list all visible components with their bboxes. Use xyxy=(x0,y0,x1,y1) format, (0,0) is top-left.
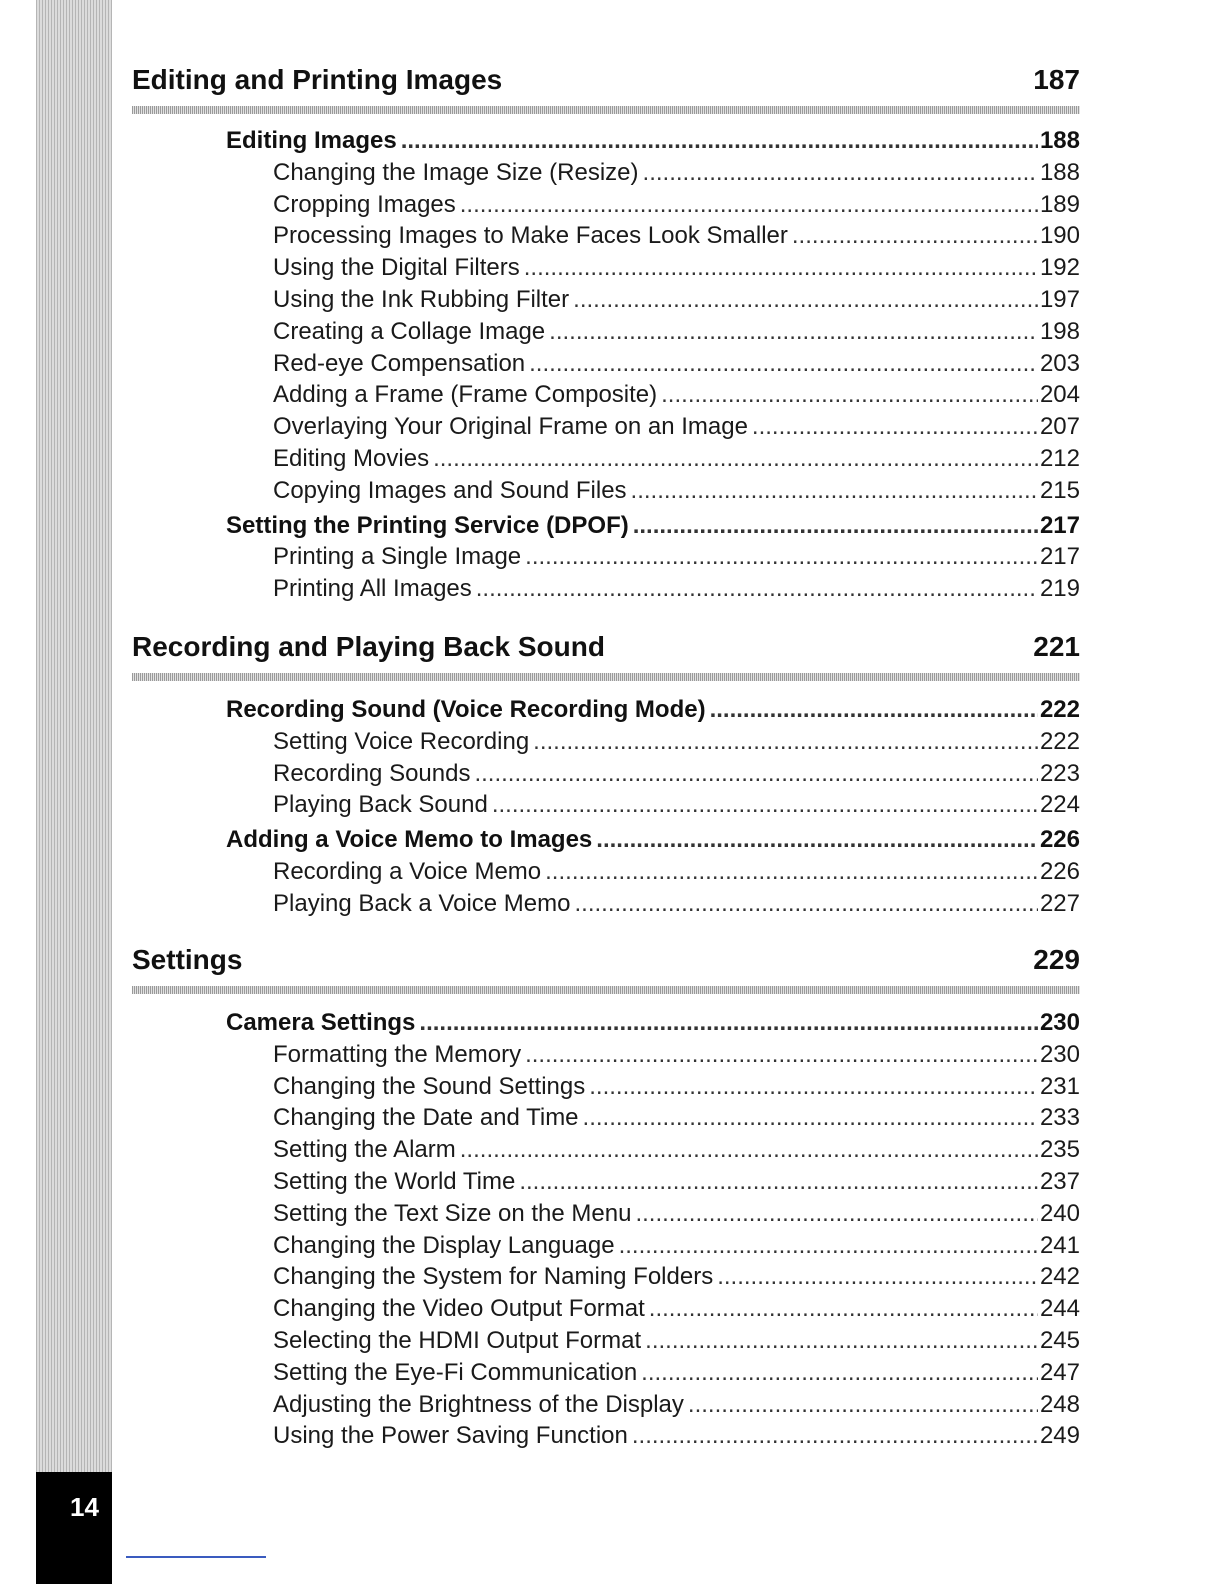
toc-subsection-entry[interactable] xyxy=(132,1008,1080,1038)
section-rule xyxy=(132,673,1080,681)
entry-title: Playing Back a Voice Memo xyxy=(273,889,571,917)
entry-title: Changing the System for Naming Folders xyxy=(273,1263,714,1291)
entry-page: 217 xyxy=(1039,543,1080,571)
dot-leader xyxy=(583,1103,1038,1133)
entry-page: 226 xyxy=(1039,858,1080,885)
entry-page: 230 xyxy=(1039,1040,1080,1068)
section-title: Recording and Playing Back Sound xyxy=(132,631,605,662)
section-title: Settings xyxy=(132,944,243,975)
entry-page: 235 xyxy=(1039,1136,1080,1164)
toc-subsection-entry[interactable] xyxy=(132,825,1080,855)
entry-title: Recording Sound (Voice Recording Mode) xyxy=(226,696,706,723)
dot-leader xyxy=(460,1135,1038,1165)
toc-entry[interactable] xyxy=(132,1390,1080,1420)
toc-entry[interactable] xyxy=(132,158,1080,188)
entry-title: Using the Ink Rubbing Filter xyxy=(273,286,570,313)
entry-title: Changing the Date and Time xyxy=(273,1104,579,1132)
entry-page: 217 xyxy=(1039,511,1080,539)
dot-leader xyxy=(752,412,1038,442)
entry-page: 188 xyxy=(1039,158,1080,186)
dot-leader xyxy=(460,190,1038,220)
entry-title: Cropping Images xyxy=(273,190,456,218)
entry-title: Using the Power Saving Function xyxy=(273,1422,628,1450)
entry-page: 226 xyxy=(1039,826,1080,854)
entry-page: 241 xyxy=(1039,1231,1080,1259)
dot-leader xyxy=(533,727,1038,757)
entry-page: 242 xyxy=(1039,1263,1080,1291)
entry-page: 190 xyxy=(1039,222,1080,250)
entry-title: Setting the Eye-Fi Communication xyxy=(273,1358,638,1386)
dot-leader xyxy=(492,790,1038,820)
toc-entry[interactable] xyxy=(132,1135,1080,1165)
dot-leader xyxy=(649,1294,1038,1324)
entry-title: Recording a Voice Memo xyxy=(273,858,542,885)
dot-leader xyxy=(589,1072,1038,1102)
entry-page: 222 xyxy=(1039,696,1080,723)
dot-leader xyxy=(549,317,1038,347)
entry-page: 245 xyxy=(1039,1327,1080,1354)
entry-page: 240 xyxy=(1039,1199,1080,1227)
dot-leader xyxy=(645,1326,1038,1356)
entry-title: Editing Images xyxy=(226,127,397,154)
toc-entry[interactable] xyxy=(132,542,1080,572)
entry-title: Recording Sounds xyxy=(273,759,471,787)
toc-entry[interactable] xyxy=(132,889,1080,919)
entry-title: Creating a Collage Image xyxy=(273,317,546,345)
entry-page: 198 xyxy=(1039,317,1080,345)
dot-leader xyxy=(633,511,1038,541)
entry-page: 222 xyxy=(1039,727,1080,755)
entry-page: 230 xyxy=(1039,1009,1080,1036)
entry-title: Adjusting the Brightness of the Display xyxy=(273,1390,684,1418)
entry-page: 207 xyxy=(1039,413,1080,441)
entry-title: Changing the Display Language xyxy=(273,1231,615,1259)
dot-leader xyxy=(476,574,1038,604)
entry-title: Overlaying Your Original Frame on an Image xyxy=(273,413,748,441)
entry-page: 188 xyxy=(1039,127,1080,154)
entry-title: Printing All Images xyxy=(273,575,472,603)
toc-entry[interactable] xyxy=(132,1231,1080,1261)
toc-entry[interactable] xyxy=(132,1199,1080,1229)
section-page: 229 xyxy=(1033,944,1080,975)
toc-entry[interactable] xyxy=(132,221,1080,251)
footer-rule xyxy=(126,1556,266,1558)
toc-entry[interactable] xyxy=(132,574,1080,604)
section-heading xyxy=(132,940,1080,980)
dot-leader xyxy=(401,126,1038,156)
entry-title: Editing Movies xyxy=(273,445,430,472)
toc-entry[interactable] xyxy=(132,1358,1080,1388)
toc-section-editing-printing xyxy=(132,60,1080,603)
entry-page: 247 xyxy=(1039,1358,1080,1386)
entry-page: 204 xyxy=(1039,381,1080,409)
side-margin-strip xyxy=(36,0,112,1584)
entry-page: 233 xyxy=(1039,1104,1080,1132)
entry-page: 192 xyxy=(1039,254,1080,282)
dot-leader xyxy=(661,380,1038,410)
entry-page: 219 xyxy=(1039,575,1080,603)
entry-title: Setting the Alarm xyxy=(273,1136,456,1164)
toc-entry[interactable] xyxy=(132,1294,1080,1324)
page-number-tab xyxy=(36,1472,112,1584)
section-title: Editing and Printing Images xyxy=(132,64,503,95)
dot-leader xyxy=(641,1358,1038,1388)
toc-entry[interactable] xyxy=(132,349,1080,379)
toc-entry[interactable] xyxy=(132,790,1080,820)
section-heading xyxy=(132,627,1080,667)
dot-leader xyxy=(519,1167,1038,1197)
entry-page: 197 xyxy=(1039,286,1080,313)
toc-subsection-entry[interactable] xyxy=(132,511,1080,541)
entry-title: Changing the Image Size (Resize) xyxy=(273,158,639,186)
entry-title: Adding a Frame (Frame Composite) xyxy=(273,381,658,409)
entry-title: Changing the Video Output Format xyxy=(273,1295,645,1323)
dot-leader xyxy=(529,349,1038,379)
dot-leader xyxy=(574,889,1037,919)
entry-title: Setting the Printing Service (DPOF) xyxy=(226,511,629,539)
entry-title: Setting the Text Size on the Menu xyxy=(273,1199,632,1227)
dot-leader xyxy=(474,759,1037,789)
dot-leader xyxy=(619,1231,1038,1261)
toc-entry[interactable] xyxy=(132,1040,1080,1070)
toc-entry[interactable] xyxy=(132,857,1080,887)
toc-entry[interactable] xyxy=(132,476,1080,506)
entry-page: 227 xyxy=(1039,889,1080,917)
entry-title: Using the Digital Filters xyxy=(273,254,520,282)
dot-leader xyxy=(710,695,1038,725)
section-page: 187 xyxy=(1033,64,1080,95)
toc-entry[interactable] xyxy=(132,1421,1080,1451)
entry-page: 249 xyxy=(1039,1422,1080,1450)
toc-section-sound xyxy=(132,627,1080,917)
entry-title: Changing the Sound Settings xyxy=(273,1072,586,1100)
dot-leader xyxy=(635,1199,1038,1229)
section-rule xyxy=(132,106,1080,114)
entry-page: 248 xyxy=(1039,1390,1080,1418)
toc-entry[interactable] xyxy=(132,412,1080,442)
toc-entry[interactable] xyxy=(132,285,1080,315)
toc-entry[interactable] xyxy=(132,1167,1080,1197)
entry-title: Setting the World Time xyxy=(273,1168,516,1195)
toc-entry[interactable] xyxy=(132,1072,1080,1102)
toc-entry[interactable] xyxy=(132,1103,1080,1133)
entry-title: Processing Images to Make Faces Look Smaller xyxy=(273,222,788,250)
toc-subsection-entry[interactable] xyxy=(132,126,1080,156)
dot-leader xyxy=(792,221,1038,251)
entry-title: Red-eye Compensation xyxy=(273,349,526,377)
toc-entry[interactable] xyxy=(132,1262,1080,1292)
dot-leader xyxy=(419,1008,1038,1038)
entry-page: 237 xyxy=(1039,1168,1080,1195)
toc-entry[interactable] xyxy=(132,380,1080,410)
entry-title: Playing Back Sound xyxy=(273,791,488,819)
dot-leader xyxy=(573,285,1038,315)
toc-subsection-entry[interactable] xyxy=(132,695,1080,725)
entry-page: 224 xyxy=(1039,791,1080,819)
dot-leader xyxy=(631,476,1038,506)
dot-leader xyxy=(433,444,1038,474)
toc-entry[interactable] xyxy=(132,190,1080,220)
dot-leader xyxy=(688,1390,1038,1420)
toc-entry[interactable] xyxy=(132,1326,1080,1356)
entry-title: Printing a Single Image xyxy=(273,543,522,571)
entry-page: 231 xyxy=(1039,1072,1080,1100)
entry-title: Copying Images and Sound Files xyxy=(273,476,627,504)
dot-leader xyxy=(524,253,1038,283)
toc-entry[interactable] xyxy=(132,444,1080,474)
toc-entry[interactable] xyxy=(132,317,1080,347)
dot-leader xyxy=(643,158,1038,188)
dot-leader xyxy=(545,857,1038,887)
section-heading xyxy=(132,60,1080,100)
dot-leader xyxy=(717,1262,1038,1292)
toc-entry[interactable] xyxy=(132,253,1080,283)
entry-page: 189 xyxy=(1039,190,1080,218)
dot-leader xyxy=(525,542,1038,572)
page-number: 14 xyxy=(70,1492,99,1522)
entry-title: Selecting the HDMI Output Format xyxy=(273,1327,642,1354)
dot-leader xyxy=(525,1040,1038,1070)
entry-title: Formatting the Memory xyxy=(273,1040,522,1068)
entry-page: 223 xyxy=(1039,759,1080,787)
dot-leader xyxy=(632,1421,1038,1451)
entry-page: 203 xyxy=(1039,349,1080,377)
entry-page: 244 xyxy=(1039,1295,1080,1323)
entry-page: 215 xyxy=(1039,476,1080,504)
toc-entry[interactable] xyxy=(132,759,1080,789)
entry-title: Camera Settings xyxy=(226,1009,416,1036)
dot-leader xyxy=(596,825,1038,855)
section-rule xyxy=(132,986,1080,994)
section-page: 221 xyxy=(1033,631,1080,662)
entry-page: 212 xyxy=(1039,445,1080,472)
entry-title: Adding a Voice Memo to Images xyxy=(226,826,593,854)
toc-section-settings xyxy=(132,940,1080,1450)
toc-entry[interactable] xyxy=(132,727,1080,757)
entry-title: Setting Voice Recording xyxy=(273,727,530,755)
